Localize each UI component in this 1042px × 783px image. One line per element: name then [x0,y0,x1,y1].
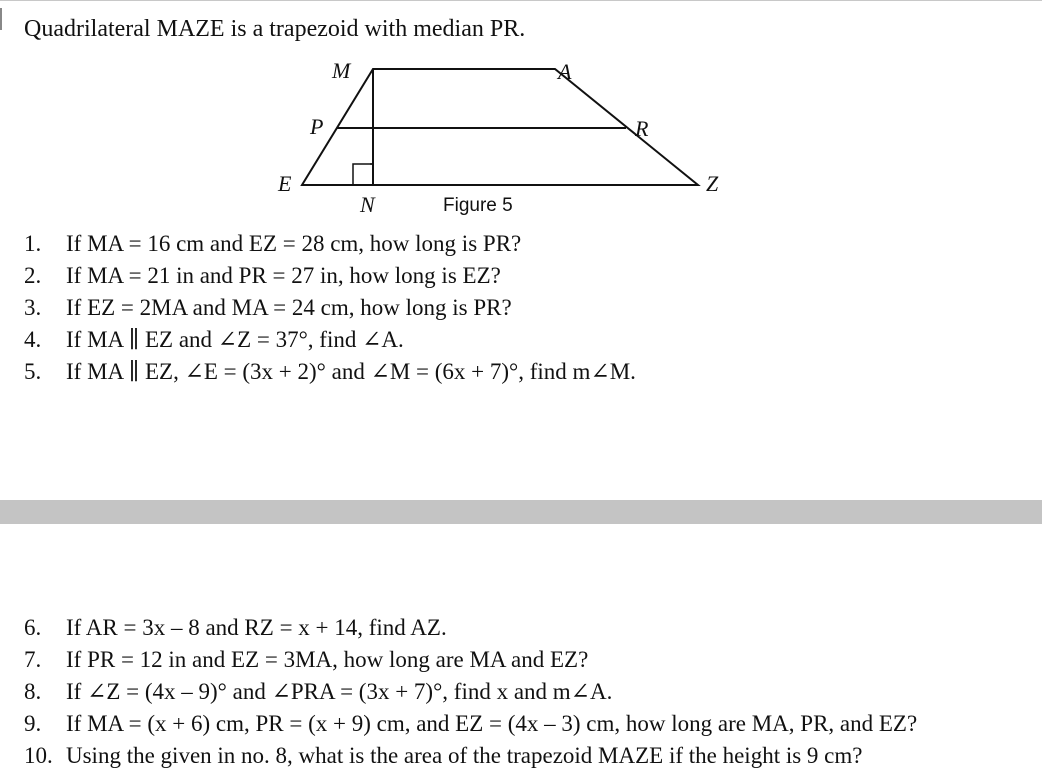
question-number: 9. [24,711,42,736]
trapezoid-diagram [260,50,740,225]
label-p: P [310,114,324,139]
question-number: 1. [24,231,42,256]
question-list-part2 [24,612,917,772]
label-e: E [278,171,292,196]
figure-caption: Figure 5 [443,195,513,216]
question-number: 3. [24,295,42,320]
question-item [24,292,636,324]
question-text: Using the given in no. 8, what is the area of the trapezoid MAZE if the height is 9 cm? [66,743,863,768]
question-text: If EZ = 2MA and MA = 24 cm, how long is PR? [66,295,512,320]
question-item [24,644,917,676]
question-number: 8. [24,679,42,704]
label-n: N [360,192,375,217]
question-text: If PR = 12 in and EZ = 3MA, how long are MA and EZ? [66,647,589,672]
label-z: Z [706,171,719,196]
question-item [24,228,636,260]
question-text: If AR = 3x – 8 and RZ = x + 14, find AZ. [66,615,447,640]
question-item [24,708,917,740]
label-a: A [558,59,572,84]
left-edge-mark [0,8,2,30]
question-number: 2. [24,263,42,288]
problem-title: Quadrilateral MAZE is a trapezoid with median PR. [24,16,526,42]
question-list-part1 [24,228,636,388]
question-number: 5. [24,359,42,384]
question-number: 6. [24,615,42,640]
question-text: If MA = 16 cm and EZ = 28 cm, how long is PR? [66,231,522,256]
question-text: If MA ∥ EZ, ∠E = (3x + 2)° and ∠M = (6x + 7)°, find m∠M. [66,359,636,384]
right-angle-box [353,164,373,185]
section-divider [0,500,1042,524]
question-text: If ∠Z = (4x – 9)° and ∠PRA = (3x + 7)°, find x and m∠A. [66,679,613,704]
question-number: 10. [24,743,53,768]
label-r: R [635,116,649,141]
question-number: 7. [24,647,42,672]
question-item [24,324,636,356]
question-item [24,612,917,644]
question-item [24,260,636,292]
top-rule [0,0,1042,1]
label-m: M [332,58,351,83]
question-number: 4. [24,327,42,352]
question-text: If MA ∥ EZ and ∠Z = 37°, find ∠A. [66,327,404,352]
question-text: If MA = (x + 6) cm, PR = (x + 9) cm, and EZ = (4x – 3) cm, how long are MA, PR, and EZ? [66,711,918,736]
question-item [24,740,917,772]
question-text: If MA = 21 in and PR = 27 in, how long is EZ? [66,263,501,288]
question-item [24,676,917,708]
question-item [24,356,636,388]
trapezoid-figure [260,50,740,225]
